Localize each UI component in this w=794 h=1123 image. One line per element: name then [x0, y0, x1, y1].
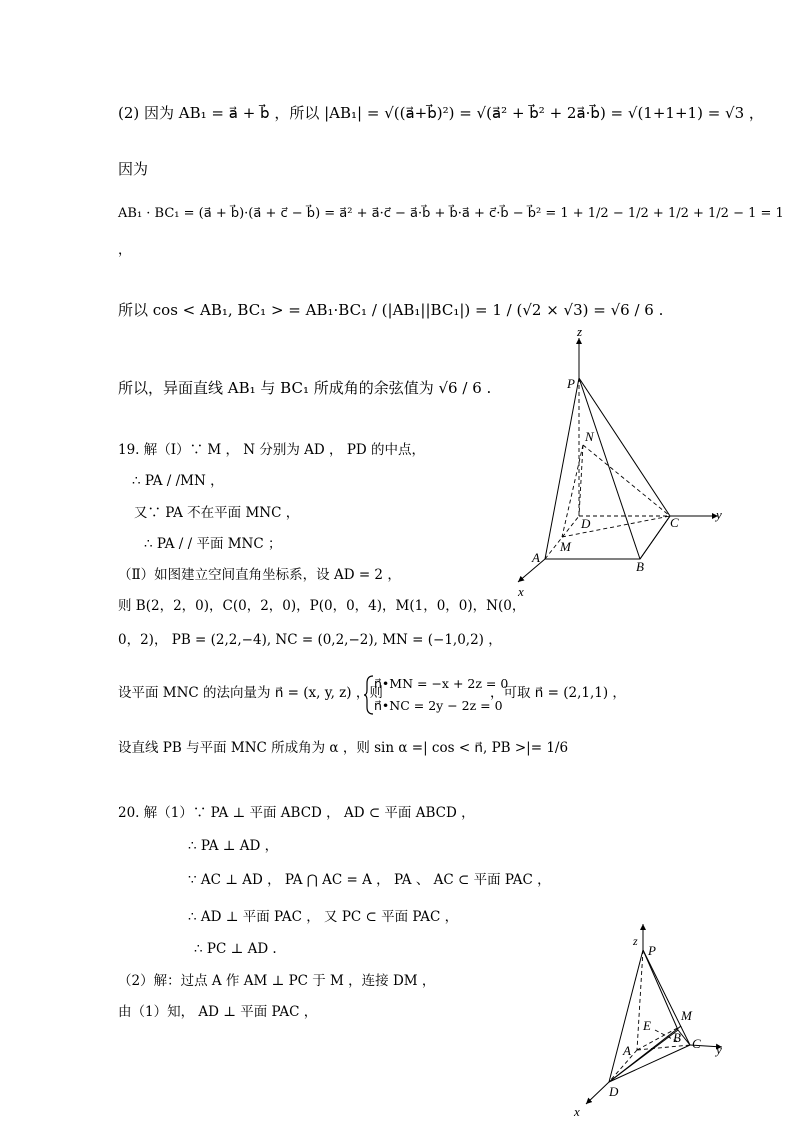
- q19-line5: （Ⅱ）如图建立空间直角坐标系，设 AD = 2 ，: [118, 567, 401, 583]
- q19-line9: 设直线 PB 与平面 MNC 所成角为 α ，则 sin α =| cos < n⃗, PB >|= 1/6: [118, 740, 569, 756]
- label-B: B: [636, 559, 644, 574]
- hidden-edges-2: [609, 950, 690, 1082]
- pyramid-figure-2: [568, 918, 738, 1118]
- q20-line2: ∴ PA ⊥ AD ，: [188, 838, 279, 854]
- q19-line6: 则 B(2，2，0)，C(0，2，0)，P(0，0，4)，M(1，0，0)，N(0，: [118, 598, 526, 614]
- pyramid-outline: [545, 378, 670, 559]
- q20-line4: ∴ AD ⊥ 平面 PAC ， 又 PC ⊂ 平面 PAC ，: [188, 909, 459, 925]
- x-axis-2: [586, 1082, 609, 1104]
- label-N: N: [585, 429, 594, 444]
- label-E2: E: [643, 1018, 651, 1033]
- label-A: A: [532, 550, 540, 565]
- label-A2: A: [623, 1043, 631, 1058]
- q19-system-eq1: n⃗•MN = −x + 2z = 0: [374, 676, 509, 691]
- label-D2: D: [609, 1084, 619, 1099]
- part2-line4: ，: [118, 242, 132, 258]
- q19-system-eq2: n⃗•NC = 2y − 2z = 0: [374, 698, 503, 713]
- label-x2: x: [574, 1104, 580, 1118]
- label-B2: B: [673, 1030, 681, 1045]
- visible-edges-2: [609, 950, 690, 1082]
- part2-line3: AB₁ · BC₁ = (a⃗ + b⃗)·(a⃗ + c⃗ − b⃗) = a⃗² + a⃗·c⃗ − a⃗·b⃗ + b⃗·a⃗ + c⃗·b⃗ − b⃗² = 1 + 1/2 − 1/2 + 1/2 + 1/2 − 1 = 1: [118, 206, 784, 221]
- q20-line3: ∵ AC ⊥ AD ， PA ⋂ AC = A ， PA 、 AC ⊂ 平面 PAC ，: [188, 872, 551, 888]
- q19-line8d: ，可取 n⃗ = (2,1,1) ，: [490, 685, 626, 701]
- label-M2: M: [681, 1008, 692, 1023]
- label-C2: C: [692, 1036, 701, 1051]
- q19-line4: ∴ PA / / 平面 MNC ；: [144, 536, 282, 552]
- q20-line6: （2）解：过点 A 作 AM ⊥ PC 于 M ，连接 DM ，: [118, 973, 436, 989]
- label-D: D: [581, 516, 591, 531]
- part2-line6: 所以，异面直线 AB₁ 与 BC₁ 所成角的余弦值为 √6 / 6 .: [118, 379, 492, 397]
- q19-line3: 又∵ PA 不在平面 MNC ，: [134, 505, 300, 521]
- pyramid-figure-1: [500, 322, 740, 604]
- label-M: M: [560, 539, 571, 554]
- q20-line7: 由（1）知， AD ⊥ 平面 PAC ，: [118, 1004, 318, 1020]
- label-C: C: [670, 515, 679, 530]
- label-P: P: [567, 376, 575, 391]
- label-x: x: [518, 584, 524, 599]
- label-P2: P: [648, 943, 656, 958]
- label-z: z: [577, 324, 583, 339]
- q20-line5: ∴ PC ⊥ AD .: [194, 941, 277, 957]
- q19-line1: 19. 解（Ⅰ）∵ M ， N 分别为 AD ， PD 的中点，: [118, 442, 426, 458]
- label-z2: z: [633, 934, 638, 948]
- q19-line8a: 设平面 MNC 的法向量为 n⃗ = (x, y, z) ，则: [118, 685, 383, 701]
- part2-line5: 所以 cos < AB₁, BC₁ > = AB₁·BC₁ / (|AB₁||BC₁|) = 1 / (√2 × √3) = √6 / 6 .: [118, 301, 664, 319]
- label-y: y: [716, 507, 722, 522]
- edge-BC: [640, 516, 670, 559]
- part2-line1: (2) 因为 AB₁ = a⃗ + b⃗ ，所以 |AB₁| = √((a⃗+b⃗)²) = √(a⃗² + b⃗² + 2a⃗·b⃗) = √(1+1+1) = √3 ，: [118, 104, 764, 122]
- edge-PB: [579, 378, 640, 559]
- q19-line7: 0，2)， PB = (2,2,−4), NC = (0,2,−2), MN = (−1,0,2) ，: [118, 632, 502, 648]
- hidden-edges: [545, 378, 670, 559]
- part2-line2: 因为: [118, 160, 149, 178]
- label-y2: y: [716, 1042, 722, 1057]
- q20-line1: 20. 解（1）∵ PA ⊥ 平面 ABCD ， AD ⊂ 平面 ABCD ，: [118, 805, 475, 821]
- q19-line2: ∴ PA / /MN ，: [132, 473, 224, 489]
